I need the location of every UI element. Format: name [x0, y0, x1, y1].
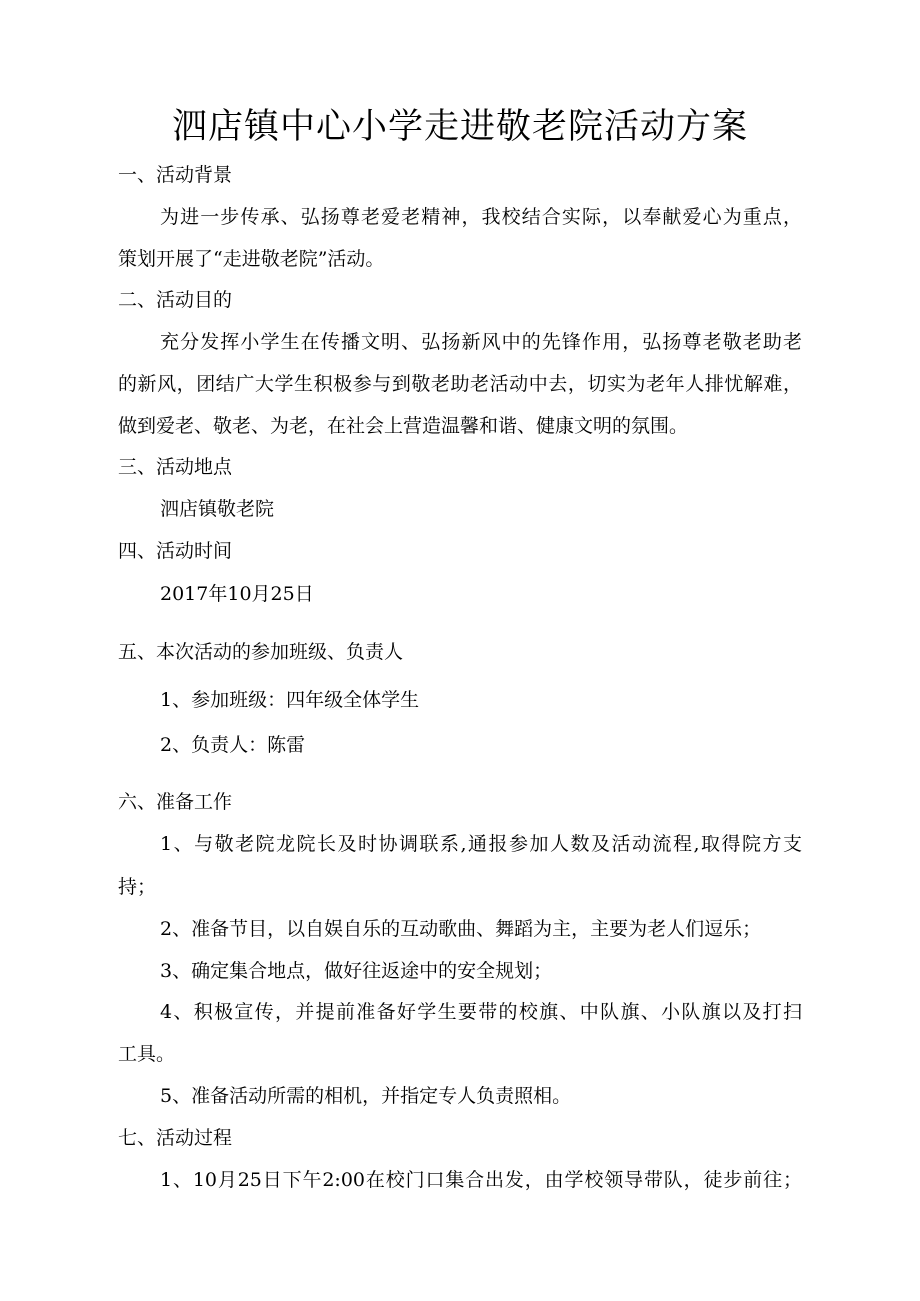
list-item: 1、10月25日下午2:00在校门口集合出发，由学校领导带队，徒步前往；	[160, 1169, 802, 1191]
section-heading-background: 一、活动背景	[118, 164, 233, 186]
paragraph-line: 充分发挥小学生在传播文明、弘扬新风中的先锋作用，弘扬尊老敬老助老	[160, 331, 802, 353]
document-title: 泗店镇中心小学走进敬老院活动方案	[171, 107, 748, 147]
paragraph-line: 做到爱老、敬老、为老，在社会上营造温馨和谐、健康文明的氛围。	[118, 415, 689, 437]
paragraph-line: 为进一步传承、弘扬尊老爱老精神，我校结合实际，以奉献爱心为重点，	[160, 206, 802, 228]
list-item-continued: 持；	[118, 876, 157, 898]
list-item: 2、负责人：陈雷	[160, 734, 306, 756]
section-heading-purpose: 二、活动目的	[118, 289, 233, 311]
list-item: 2、准备节目，以自娱自乐的互动歌曲、舞蹈为主，主要为老人们逗乐；	[160, 918, 762, 940]
section-heading-process: 七、活动过程	[118, 1127, 233, 1149]
paragraph-line: 策划开展了“走进敬老院”活动。	[118, 248, 385, 270]
list-item-continued: 工具。	[118, 1043, 176, 1065]
list-item: 1、参加班级：四年级全体学生	[160, 689, 420, 711]
list-item: 3、确定集合地点，做好往返途中的安全规划；	[160, 960, 553, 982]
list-item: 4、积极宣传，并提前准备好学生要带的校旗、中队旗、小队旗以及打扫	[160, 1001, 802, 1023]
section-heading-participants: 五、本次活动的参加班级、负责人	[118, 641, 404, 663]
list-item: 1、与敬老院龙院长及时协调联系,通报参加人数及活动流程,取得院方支	[160, 833, 802, 855]
location-value: 泗店镇敬老院	[160, 498, 275, 520]
section-heading-preparation: 六、准备工作	[118, 791, 233, 813]
date-value: 2017年10月25日	[160, 583, 314, 605]
list-item: 5、准备活动所需的相机，并指定专人负责照相。	[160, 1085, 572, 1107]
section-heading-time: 四、活动时间	[118, 540, 233, 562]
paragraph-line: 的新风，团结广大学生积极参与到敬老助老活动中去，切实为老年人排忧解难，	[118, 373, 802, 395]
section-heading-location: 三、活动地点	[118, 456, 233, 478]
